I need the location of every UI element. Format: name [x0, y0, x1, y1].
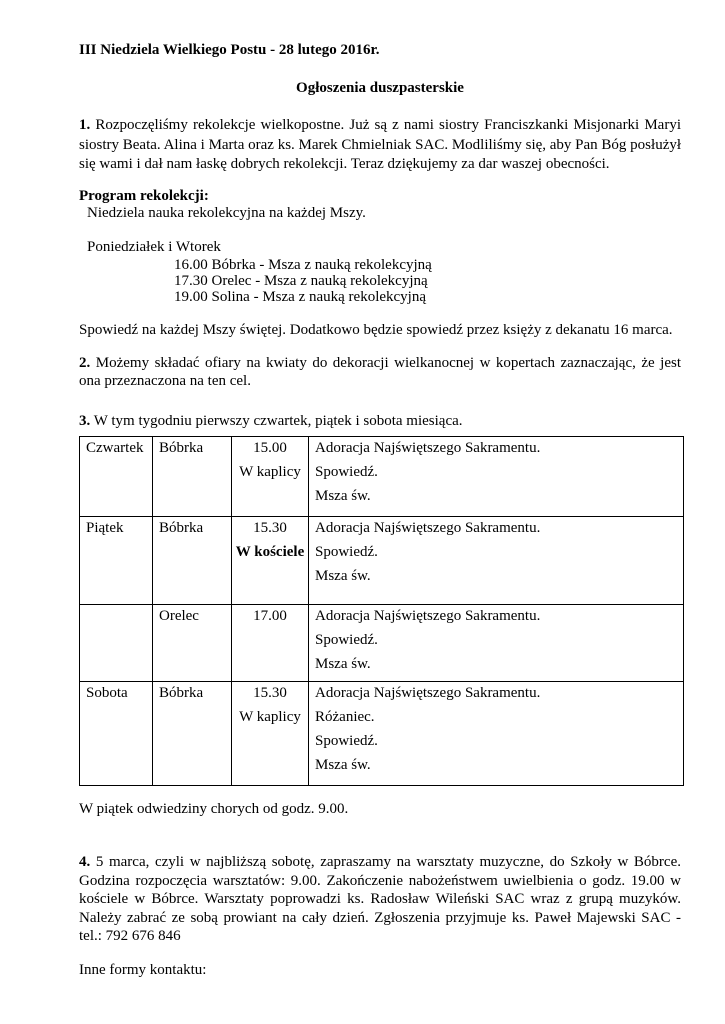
- time-cell: 17.00: [232, 605, 309, 682]
- table-row: [80, 682, 684, 786]
- program-schedule-item: 19.00 Solina - Msza z nauką rekolekcyjną: [174, 289, 427, 305]
- announcement-number: 4.: [79, 854, 91, 870]
- day-cell: Sobota: [80, 682, 153, 786]
- day-cell: [80, 605, 153, 682]
- confession-note: Spowiedź na każdej Mszy świętej. Dodatkowo będzie spowiedź przez księży z dekanatu 16 marca.: [79, 322, 673, 338]
- page-title: III Niedziela Wielkiego Postu - 28 lutego 2016r.: [79, 42, 380, 58]
- announcement-2: [79, 354, 681, 390]
- announcement-text: Możemy składać ofiary na kwiaty do dekoracji wielkanocnej w kopertach zaznaczając, że jest ona przeznaczona na ten cel.: [79, 355, 681, 389]
- table-row: [80, 605, 684, 682]
- day-cell: Czwartek: [80, 437, 153, 517]
- announcement-1: [79, 116, 681, 175]
- place-cell: Bóbrka: [153, 517, 232, 605]
- page-subtitle: Ogłoszenia duszpasterskie: [296, 80, 464, 96]
- table-row: [80, 517, 684, 605]
- program-sunday: Niedziela nauka rekolekcyjna na każdej Mszy.: [87, 205, 366, 221]
- announcement-number: 3.: [79, 413, 91, 429]
- program-schedule-item: 17.30 Orelec - Msza z nauką rekolekcyjną: [174, 273, 428, 289]
- program-schedule-item: 16.00 Bóbrka - Msza z nauką rekolekcyjną: [174, 257, 432, 273]
- program-weekdays-label: Poniedziałek i Wtorek: [87, 239, 221, 255]
- announcement-text: 5 marca, czyli w najbliższą sobotę, zapraszamy na warsztaty muzyczne, do Szkoły w Bóbrce. Godzina rozpoczęcia warsztatów: 9.00. Zakończenie nabożeństwem uwielbienia o godz. 19.00 w kościele w Bóbrce. Warsztaty poprowadzi ks. Radosław Wileński SAC wraz z grupą muzyków. Należy zabrać ze sobą prowiant na cały dzień. Zgłoszenia przyjmuje ks. Paweł Majewski SAC - tel.: 792 676 846: [79, 854, 681, 944]
- other-contact-label: Inne formy kontaktu:: [79, 962, 207, 978]
- day-cell: Piątek: [80, 517, 153, 605]
- time-cell: 15.30 W kościele: [232, 517, 309, 605]
- time-cell: 15.30 W kaplicy: [232, 682, 309, 786]
- table-row: [80, 437, 684, 517]
- sick-visits-note: W piątek odwiedziny chorych od godz. 9.00.: [79, 801, 349, 817]
- activities-cell: Adoracja Najświętszego Sakramentu. Spowiedź. Msza św.: [309, 605, 684, 682]
- activities-cell: Adoracja Najświętszego Sakramentu. Spowiedź. Msza św.: [309, 517, 684, 605]
- announcement-number: 1.: [79, 117, 91, 133]
- place-cell: Orelec: [153, 605, 232, 682]
- place-cell: Bóbrka: [153, 682, 232, 786]
- announcement-number: 2.: [79, 355, 91, 371]
- time-cell: 15.00 W kaplicy: [232, 437, 309, 517]
- announcement-3: [79, 412, 681, 430]
- activities-cell: Adoracja Najświętszego Sakramentu. Różaniec. Spowiedź. Msza św.: [309, 682, 684, 786]
- place-cell: Bóbrka: [153, 437, 232, 517]
- announcement-text: W tym tygodniu pierwszy czwartek, piątek i sobota miesiąca.: [93, 413, 463, 429]
- program-heading: Program rekolekcji:: [79, 188, 209, 204]
- announcement-4: [79, 853, 681, 946]
- activities-cell: Adoracja Najświętszego Sakramentu. Spowiedź. Msza św.: [309, 437, 684, 517]
- first-fridays-table: [79, 436, 684, 786]
- announcement-text: Rozpoczęliśmy rekolekcje wielkopostne. Już są z nami siostry Franciszkanki Misjonarki Maryi siostry Beata. Alina i Marta oraz ks. Marek Chmielniak SAC. Modliliśmy się, aby Pan Bóg posłużył się wami i dał nam łaskę dobrych rekolekcji. Teraz dziękujemy za dar waszej obecności.: [79, 117, 682, 172]
